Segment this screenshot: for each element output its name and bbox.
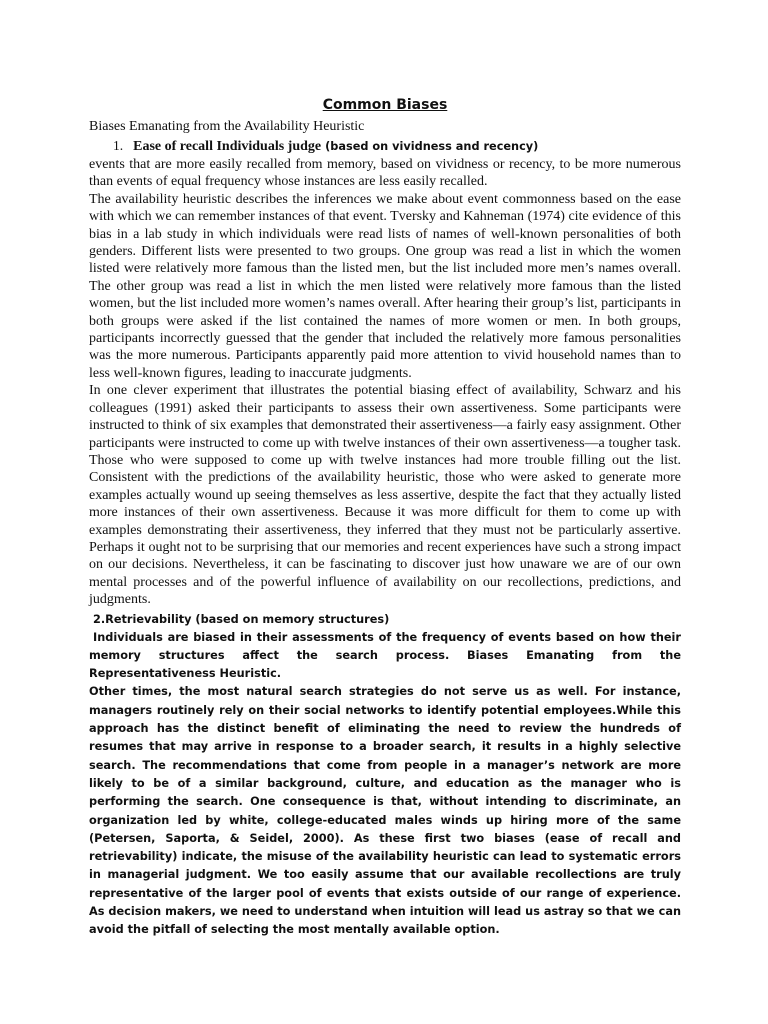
paragraph-4: Individuals are biased in their assessments of the frequency of events based on how their memory structures affect the search process. Biases Emanating from the Representativeness Heuristic. (89, 630, 681, 681)
paragraph-1: events that are more easily recalled from memory, based on vividness or recency, to be more numerous than events of equal frequency whose instances are less easily recalled. (89, 157, 681, 190)
paragraph-3: In one clever experiment that illustrates the potential biasing effect of availability, Schwarz and his colleagues (1991) asked their participants to assess their own assertiveness. Some participants were instructed to think of six examples that demonstrated their assertiveness—a fairly easy assignment. Other participants were instructed to come up with twelve instances of their own assertiveness—a tougher task. Those who were supposed to come up with twelve instances had more trouble filling out the list. Consistent with the predictions of the availability heuristic, those who were asked to generate more examples actually wound up seeing themselves as less assertive, despite the fact that they actually listed more instances of their own assertiveness. Because it was more difficult for them to come up with examples demonstrating their assertiveness, they inferred that they must not be particularly assertive. Perhaps it ought not to be surprising that our memories and recent experiences have such a strong impact on our decisions. Nevertheless, it can be fascinating to discover just how unaware we are of our own mental processes and of the powerful influence of availability on our recollections, predictions, and judgments. (89, 383, 681, 608)
list-item-number: 1. (113, 138, 124, 153)
list-item-qualifier: (based on vividness and recency) (325, 140, 539, 153)
paragraph-5: Other times, the most natural search strategies do not serve us as well. For instance, managers routinely rely on their social networks to identify potential employees.While this approach has the distinct benefit of eliminating the need to review the hundreds of resumes that may arrive in response to a broader search, it results in a highly selective search. The recommendations that come from people in a manager’s network are more likely to be of a similar background, culture, and education as the manager who is performing the search. One consequence is that, without intending to discriminate, an organization led by white, college-educated males winds up hiring more of the same (Petersen, Saporta, & Seidel, 2000). As these first two biases (ease of recall and retrievability) indicate, the misuse of the availability heuristic can lead to systematic errors in managerial judgment. We too easily assume that our available recollections are truly representative of the larger pool of events that exists outside of our range of experience. As decision makers, we need to understand when intuition will lead us astray so that we can avoid the pitfall of selecting the most mentally available option. (89, 685, 681, 937)
section-subtitle: Biases Emanating from the Availability Heuristic (89, 119, 365, 134)
document-page (89, 96, 681, 940)
page-title: Common Biases (322, 97, 448, 113)
list-item-heading: Ease of recall Individuals judge (133, 139, 322, 154)
list-item-ease-of-recall (113, 136, 681, 156)
list-item-retrievability: 2.Retrievability (based on memory structures) (93, 612, 390, 626)
paragraph-2: The availability heuristic describes the inferences we make about event commonness based on the ease with which we can remember instances of that event. Tversky and Kahneman (1974) cite evidence of this bias in a lab study in which individuals were read lists of names of well-known personalities of both genders. Different lists were presented to two groups. One group was read a list in which the women listed were relatively more famous than the listed men, but the list included more men’s names overall. The other group was read a list in which the men listed were relatively more famous than the listed women, but the list included more women’s names overall. After hearing their group’s list, participants in both groups were asked if the list contained the names of more women or men. In both groups, participants incorrectly guessed that the gender that included the relatively more famous personalities was the more numerous. Participants apparently paid more attention to vivid household names than to less well-known figures, leading to inaccurate judgments. (89, 191, 681, 381)
